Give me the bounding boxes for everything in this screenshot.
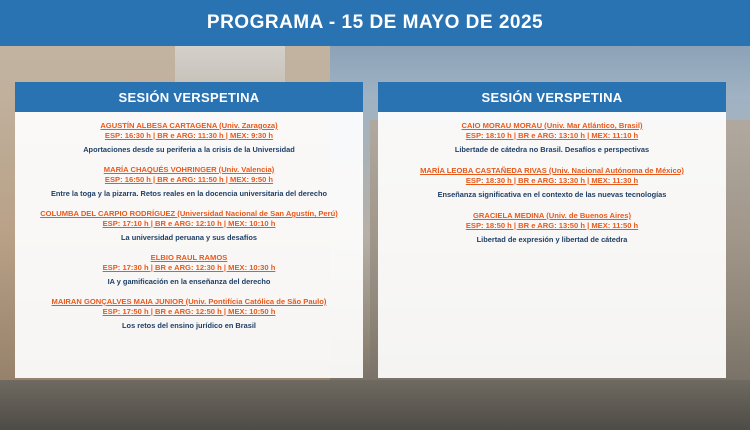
talk-item (388, 166, 716, 200)
talk-title: IA y gamificación en la enseñanza del derecho (107, 277, 271, 286)
talk-item (25, 297, 353, 331)
speaker-link[interactable]: MARÍA LEOBA CASTAÑEDA RIVAS (Univ. Nacional Autónoma de México) (420, 166, 684, 175)
talk-list-right (378, 112, 726, 245)
talk-title: Aportaciones desde su periferia a la crisis de la Universidad (83, 145, 295, 154)
speaker-link[interactable]: MAIRAN GONÇALVES MAIA JUNIOR (Univ. Pontifícia Católica de São Paulo) (51, 297, 327, 306)
background-street (0, 380, 750, 430)
talk-title: Los retos del ensino jurídico en Brasil (122, 321, 256, 330)
session-heading-right: SESIÓN VERSPETINA (378, 82, 726, 112)
speaker-link[interactable]: GRACIELA MEDINA (Univ. de Buenos Aires) (472, 211, 632, 220)
session-panel-right (378, 82, 726, 378)
talk-title: La universidad peruana y sus desafíos (121, 233, 257, 242)
session-panel-left (15, 82, 363, 378)
header-bar (0, 0, 750, 46)
talk-list-left (15, 112, 363, 331)
speaker-link[interactable]: MARÍA CHAQUÉS VOHRINGER (Univ. Valencia) (103, 165, 275, 174)
time-link[interactable]: ESP: 17:50 h | BR e ARG: 12:50 h | MEX: 10:50 h (102, 306, 276, 316)
talk-title: Enseñanza significativa en el contexto de las nuevas tecnologías (437, 190, 667, 199)
talk-item (25, 165, 353, 199)
speaker-link[interactable]: AGUSTÍN ALBESA CARTAGENA (Univ. Zaragoza) (100, 121, 278, 130)
talk-item (388, 121, 716, 155)
speaker-link[interactable]: ELBIO RAUL RAMOS (150, 253, 228, 262)
talk-item (25, 121, 353, 155)
session-heading-left: SESIÓN VERSPETINA (15, 82, 363, 112)
talk-title: Libertade de cátedra no Brasil. Desafíos e perspectivas (454, 145, 650, 154)
time-link[interactable]: ESP: 16:50 h | BR e ARG: 11:50 h | MEX: 9:50 h (104, 174, 274, 184)
speaker-link[interactable]: COLUMBA DEL CARPIO RODRÍGUEZ (Universidad Nacional de San Agustín, Perú) (40, 209, 338, 218)
page-title: PROGRAMA - 15 DE MAYO DE 2025 (206, 12, 544, 33)
time-link[interactable]: ESP: 18:30 h | BR e ARG: 13:30 h | MEX: 11:30 h (465, 175, 639, 185)
talk-item (388, 211, 716, 245)
time-link[interactable]: ESP: 16:30 h | BR e ARG: 11:30 h | MEX: 9:30 h (104, 130, 274, 140)
talk-title: Entre la toga y la pizarra. Retos reales en la docencia universitaria del derecho (50, 189, 328, 198)
talk-item (25, 253, 353, 287)
time-link[interactable]: ESP: 18:50 h | BR e ARG: 13:50 h | MEX: 11:50 h (465, 220, 639, 230)
talk-title: Libertad de expresión y libertad de cátedra (476, 235, 628, 244)
time-link[interactable]: ESP: 17:10 h | BR e ARG: 12:10 h | MEX: 10:10 h (102, 218, 276, 228)
speaker-link[interactable]: CAIO MORAU MORAU (Univ. Mar Atlántico, Brasil) (461, 121, 643, 130)
talk-item (25, 209, 353, 243)
time-link[interactable]: ESP: 17:30 h | BR e ARG: 12:30 h | MEX: 10:30 h (102, 262, 276, 272)
time-link[interactable]: ESP: 18:10 h | BR e ARG: 13:10 h | MEX: 11:10 h (465, 130, 639, 140)
